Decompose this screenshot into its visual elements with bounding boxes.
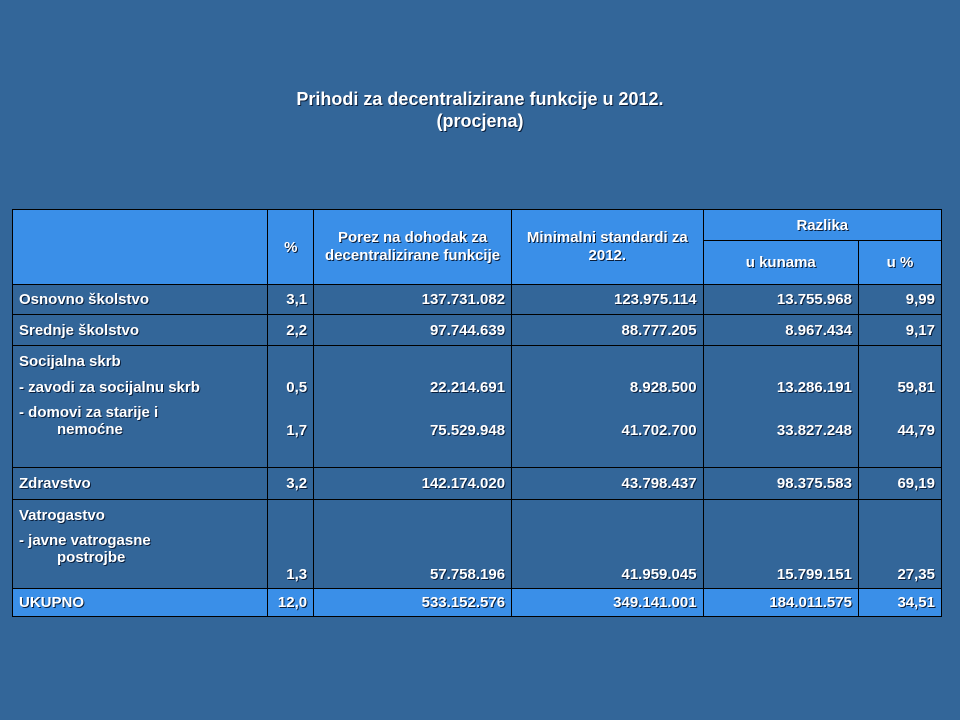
title-line-1: Prihodi za decentralizirane funkcije u 2012. [296, 89, 664, 109]
porez-socijalna [314, 346, 512, 468]
row-vatrogastvo [13, 500, 942, 589]
kune-osnovno: 13.755.968 [703, 285, 858, 315]
label-vatrogasne-1: - javne vatrogasne [19, 532, 151, 549]
label-socijalna: Socijalna skrb [19, 353, 121, 370]
row-zdravstvo [13, 468, 942, 500]
kune-zdravstvo: 98.375.583 [703, 468, 858, 500]
header-razlika: Razlika [703, 210, 941, 241]
row-ukupno [13, 589, 942, 617]
porez-osnovno: 137.731.082 [314, 285, 512, 315]
porez-ukupno: 533.152.576 [314, 589, 512, 617]
header-minimalni: Minimalni standardi za 2012. [512, 210, 704, 285]
pct-srednje: 2,2 [268, 315, 314, 346]
razpct-zdravstvo: 69,19 [858, 468, 941, 500]
label-socijalna-group [13, 346, 268, 468]
kune-domovi: 33.827.248 [776, 422, 852, 439]
label-zavodi: - zavodi za socijalnu skrb [19, 379, 200, 396]
porez-domovi: 75.529.948 [429, 422, 506, 439]
header-row-1 [13, 210, 942, 241]
row-socijalna [13, 346, 942, 468]
porez-zavodi: 22.214.691 [429, 379, 506, 396]
razpct-socijalna [858, 346, 941, 468]
revenue-table [12, 209, 942, 617]
pct-zavodi: 0,5 [286, 379, 308, 396]
razpct-ukupno: 34,51 [858, 589, 941, 617]
razpct-srednje: 9,17 [858, 315, 941, 346]
kune-zavodi: 13.286.191 [776, 379, 852, 396]
porez-zdravstvo: 142.174.020 [314, 468, 512, 500]
kune-ukupno: 184.011.575 [703, 589, 858, 617]
min-zavodi: 8.928.500 [629, 379, 697, 396]
header-percent: % [268, 210, 314, 285]
kune-socijalna [703, 346, 858, 468]
min-socijalna [512, 346, 704, 468]
label-vatrogastvo: Vatrogastvo [19, 507, 105, 524]
kune-vatrogastvo: 15.799.151 [703, 500, 858, 589]
razpct-osnovno: 9,99 [858, 285, 941, 315]
header-porez: Porez na dohodak za decentralizirane funkcije [314, 210, 512, 285]
pct-ukupno: 12,0 [268, 589, 314, 617]
header-u-kunama: u kunama [703, 241, 858, 285]
label-ukupno: UKUPNO [13, 589, 268, 617]
porez-srednje: 97.744.639 [314, 315, 512, 346]
label-srednje: Srednje školstvo [13, 315, 268, 346]
header-u-postotku: u % [858, 241, 941, 285]
razpct-vatrogastvo: 27,35 [858, 500, 941, 589]
pct-vatrogastvo: 1,3 [268, 500, 314, 589]
min-ukupno: 349.141.001 [512, 589, 704, 617]
razpct-zavodi: 59,81 [897, 379, 935, 396]
min-zdravstvo: 43.798.437 [512, 468, 704, 500]
header-blank-cell [13, 210, 268, 285]
label-osnovno: Osnovno školstvo [13, 285, 268, 315]
pct-zdravstvo: 3,2 [268, 468, 314, 500]
label-zdravstvo: Zdravstvo [13, 468, 268, 500]
pct-socijalna [268, 346, 314, 468]
razpct-domovi: 44,79 [897, 422, 935, 439]
porez-vatrogastvo: 57.758.196 [314, 500, 512, 589]
min-srednje: 88.777.205 [512, 315, 704, 346]
label-vatrogasne-2: postrojbe [57, 549, 126, 566]
min-domovi: 41.702.700 [621, 422, 697, 439]
pct-domovi: 1,7 [286, 422, 308, 439]
label-vatrogastvo-group [13, 500, 268, 589]
label-domovi-2: nemoćne [57, 421, 123, 438]
slide-title [0, 88, 960, 132]
row-osnovno [13, 285, 942, 315]
label-domovi-1: - domovi za starije i [19, 404, 159, 421]
min-osnovno: 123.975.114 [512, 285, 704, 315]
min-vatrogastvo: 41.959.045 [512, 500, 704, 589]
kune-srednje: 8.967.434 [703, 315, 858, 346]
title-line-2: (procjena) [436, 111, 524, 131]
pct-osnovno: 3,1 [268, 285, 314, 315]
row-srednje [13, 315, 942, 346]
